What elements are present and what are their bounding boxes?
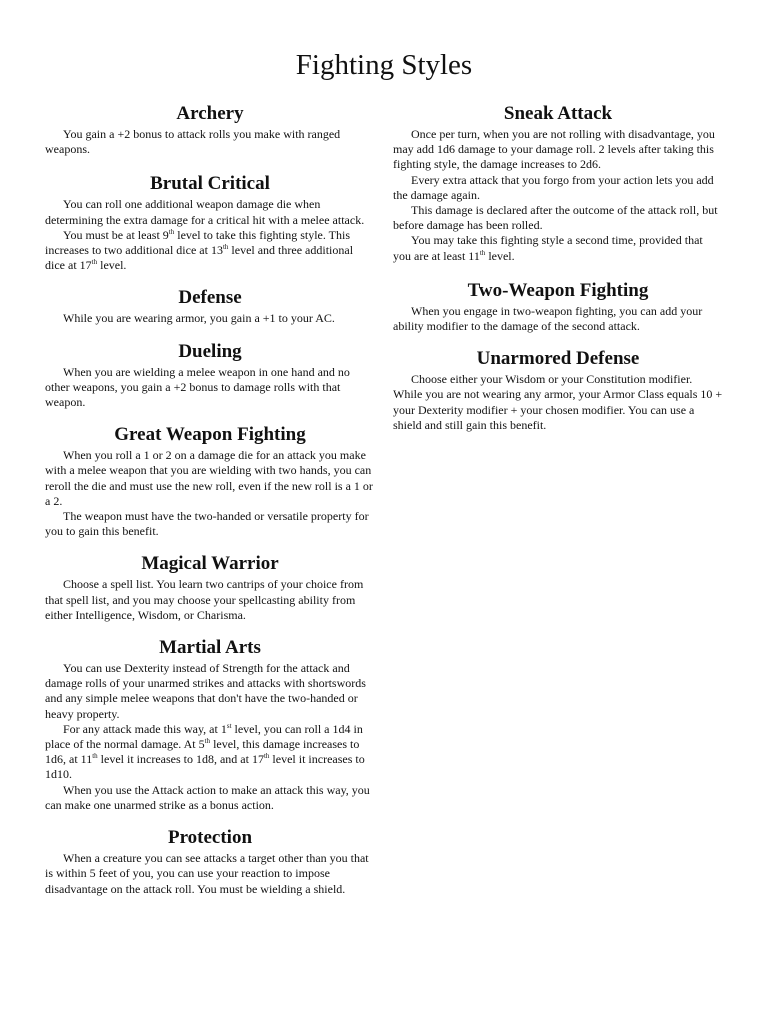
section-great-weapon-fighting (45, 422, 375, 539)
text-run: You can roll one additional weapon damage die when determining the extra damage for a critical hit with a melee attack. (45, 197, 365, 227)
section-two-weapon-fighting (393, 278, 723, 334)
text-run: You must be at least 9 (63, 227, 169, 242)
text-run: You can use Dexterity instead of Strength for the attack and damage rolls of your unarmed strikes and attacks with shortswords and any simple melee weapons that don't have the two-handed or heavy property. (45, 661, 366, 721)
paragraph (45, 661, 375, 722)
section-title: Two-Weapon Fighting (467, 279, 649, 301)
paragraph (45, 365, 375, 411)
text-run: Choose a spell list. You learn two cantrips of your choice from that spell list, and you may choose your spellcasting ability from either Intelligence, Wisdom, or Charisma. (45, 577, 364, 622)
text-run: When you use the Attack action to make an attack this way, you can make one unarmed strike as a bonus action. (45, 782, 370, 812)
section-archery (45, 101, 375, 157)
section-protection (45, 825, 375, 897)
section-title: Protection (167, 827, 253, 849)
section-title: Brutal Critical (150, 173, 270, 195)
paragraph (45, 722, 375, 783)
text-run: You gain a +2 bonus to attack rolls you make with ranged weapons. (45, 127, 341, 157)
text-run: level it increases to 1d10. (45, 752, 365, 782)
section-title: Magical Warrior (141, 553, 279, 575)
ordinal-suffix: th (204, 737, 211, 746)
paragraph (45, 509, 375, 539)
paragraph (393, 233, 723, 263)
section-title: Martial Arts (159, 637, 261, 659)
text-run: level. (485, 248, 515, 263)
ordinal-suffix: th (168, 227, 175, 236)
paragraph (393, 304, 723, 334)
section-brutal-critical (45, 171, 375, 273)
text-run: When you engage in two-weapon fighting, you can add your ability modifier to the damage of the second attack. (393, 303, 703, 334)
text-run: level and three additional dice at 17 (45, 243, 354, 273)
paragraph (393, 173, 723, 203)
text-run: While you are wearing armor, you gain a +1 to your AC. (63, 311, 335, 326)
ordinal-suffix: th (92, 752, 98, 761)
section-martial-arts (45, 635, 375, 813)
text-run: level it increases to 1d8, and at 17 (97, 752, 264, 767)
text-run: When you are wielding a melee weapon in one hand and no other weapons, you gain a +2 bonus to damage rolls with that weapon. (45, 364, 350, 410)
section-sneak-attack (393, 101, 723, 264)
text-run: The weapon must have the two-handed or versatile property for you to gain this benefit. (45, 509, 369, 539)
paragraph (45, 197, 375, 227)
section-title: Unarmored Defense (476, 348, 640, 370)
section-title: Great Weapon Fighting (114, 424, 306, 446)
text-run: For any attack made this way, at 1 (63, 721, 227, 736)
text-run: You may take this fighting style a second time, provided that you are at least 11 (393, 233, 703, 263)
paragraph (393, 372, 723, 433)
section-unarmored-defense (393, 346, 723, 433)
paragraph (45, 783, 375, 813)
text-run: This damage is declared after the outcome of the attack roll, but before damage has been rolled. (393, 203, 718, 233)
ordinal-suffix: th (222, 243, 229, 252)
text-run: level, you can roll a 1d4 in place of the normal damage. At 5 (45, 721, 363, 752)
section-title: Defense (178, 287, 242, 309)
text-run: When you roll a 1 or 2 on a damage die for an attack you make with a melee weapon that you are wielding with two hands, you can reroll the die and must use the new roll, even if the new roll is a 1 or a 2. (45, 448, 373, 508)
section-dueling (45, 339, 375, 411)
page-title: Fighting Styles (295, 49, 473, 81)
paragraph (393, 127, 723, 173)
text-run: Once per turn, when you are not rolling with disadvantage, you may add 1d6 damage to your damage roll. 2 levels after taking this fighting style, the damage increases to 2d6. (393, 127, 715, 172)
text-run: When a creature you can see attacks a target other than you that is within 5 feet of you, you can use your reaction to impose disadvantage on the attack roll. You must be wielding a shield. (45, 851, 369, 896)
ordinal-suffix: th (479, 248, 486, 257)
section-title: Dueling (178, 340, 242, 362)
text-run: level. (97, 258, 127, 273)
section-title: Archery (176, 103, 244, 124)
right-column (393, 101, 723, 433)
ordinal-suffix: th (91, 258, 98, 267)
section-magical-warrior (45, 551, 375, 623)
section-title: Sneak Attack (503, 103, 613, 124)
ordinal-suffix: th (263, 752, 270, 761)
left-column (45, 101, 375, 897)
text-run: level to take this fighting style. This increases to two additional dice at 13 (45, 227, 350, 258)
paragraph (393, 203, 723, 233)
paragraph (45, 577, 375, 623)
paragraph (45, 448, 375, 509)
section-defense (45, 285, 375, 326)
paragraph (45, 127, 375, 157)
text-run: Every extra attack that you forgo from your action lets you add the damage again. (393, 172, 714, 202)
paragraph (45, 851, 375, 897)
text-run: Choose either your Wisdom or your Constitution modifier. While you are not wearing any armor, your Armor Class equals 10 + your Dexterity modifier + your chosen modifier. You can use a shield and still gain this benefit. (393, 372, 723, 432)
paragraph (45, 228, 375, 274)
text-run: level, this damage increases to 1d6, at 11 (45, 737, 360, 767)
ordinal-suffix: st (226, 721, 232, 730)
paragraph (45, 311, 375, 326)
